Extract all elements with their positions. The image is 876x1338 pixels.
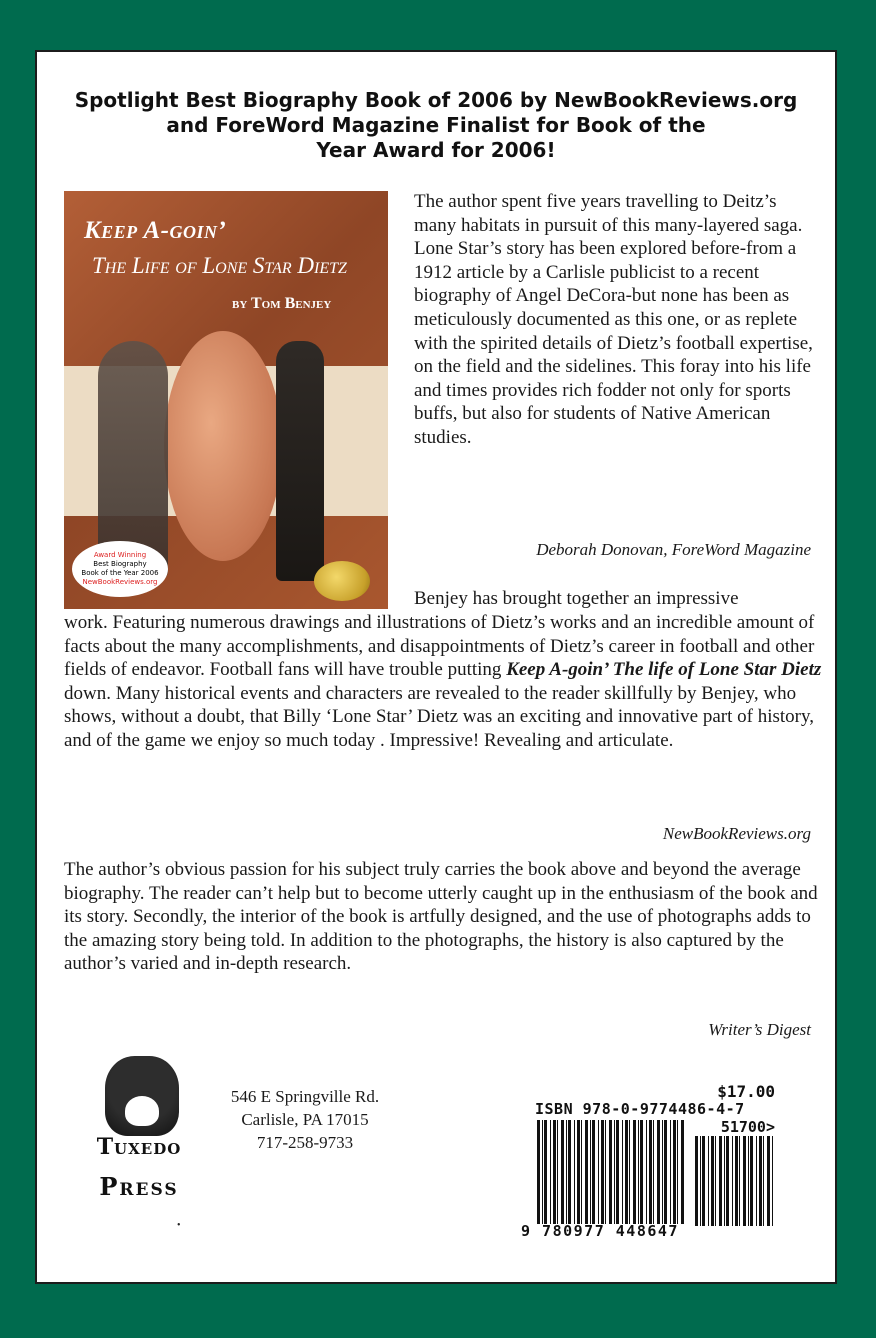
headline-line-1: Spotlight Best Biography Book of 2006 by NewBookReviews.org bbox=[74, 88, 798, 112]
barcode-bar bbox=[646, 1120, 647, 1224]
review-2-text-start: Benjey has brought together an impressive bbox=[414, 588, 739, 609]
review-2-attribution: NewBookReviews.org bbox=[662, 824, 811, 843]
logo-word-top: Tuxedo bbox=[96, 1134, 182, 1160]
barcode-bar bbox=[577, 1120, 580, 1224]
barcode-bar bbox=[732, 1136, 733, 1226]
barcode-bar bbox=[550, 1120, 551, 1224]
barcode-bar bbox=[756, 1136, 757, 1226]
barcode-bar bbox=[670, 1120, 671, 1224]
barcode-digits: 9 780977 448647 bbox=[521, 1222, 679, 1240]
barcode-bar bbox=[592, 1120, 595, 1224]
cover-man-figure bbox=[276, 341, 324, 581]
barcode-bar bbox=[743, 1136, 746, 1226]
phone-number: 717-258-9733 bbox=[256, 1133, 354, 1152]
barcode-bar bbox=[622, 1120, 623, 1224]
addon-code: 51700> bbox=[720, 1118, 775, 1136]
cover-football-illustration bbox=[164, 331, 282, 561]
barcode-bar bbox=[649, 1120, 652, 1224]
barcode-bar bbox=[711, 1136, 714, 1226]
cat-face-icon bbox=[125, 1096, 159, 1126]
award-seal-line-1: Award Winning bbox=[93, 551, 147, 559]
address-line-1: 546 E Springville Rd. bbox=[230, 1087, 380, 1106]
barcode-bar bbox=[708, 1136, 709, 1226]
award-headline bbox=[37, 88, 835, 163]
review-2-text-body: work. Featuring numerous drawings and illustrations of Dietz’s works and an incredible amount of facts about the many accomplishments, and disappointments of Dietz’s career in football and other fields of endeavor. Football fans will have trouble putting bbox=[64, 612, 815, 681]
address-line-2: Carlisle, PA 17015 bbox=[241, 1110, 369, 1129]
barcode-bar bbox=[590, 1120, 591, 1224]
barcode-bar bbox=[657, 1120, 660, 1224]
barcode-bar bbox=[673, 1120, 676, 1224]
barcode-bar bbox=[726, 1136, 729, 1226]
tuxedo-press-logo bbox=[69, 1054, 209, 1214]
review-2-text bbox=[64, 611, 824, 753]
gold-seal-icon bbox=[314, 561, 370, 601]
barcode-bar bbox=[702, 1136, 705, 1226]
barcode-bar bbox=[748, 1136, 749, 1226]
ean-barcode bbox=[537, 1120, 685, 1238]
back-cover-page bbox=[35, 50, 837, 1284]
barcode-bar bbox=[759, 1136, 762, 1226]
addon-barcode bbox=[695, 1136, 775, 1226]
headline-line-2: and ForeWord Magazine Finalist for Book of the bbox=[166, 113, 706, 137]
barcode-bar bbox=[763, 1136, 764, 1226]
barcode-bar bbox=[568, 1120, 571, 1224]
barcode-bar bbox=[640, 1120, 643, 1224]
barcode-bar bbox=[542, 1120, 543, 1224]
isbn-number: ISBN 978-0-9774486-4-7 bbox=[535, 1100, 745, 1118]
barcode-bar bbox=[553, 1120, 556, 1224]
barcode-bar bbox=[724, 1136, 725, 1226]
barcode-bar bbox=[681, 1120, 684, 1224]
barcode-bar bbox=[653, 1120, 654, 1224]
review-2-book-title: Keep A-goin’ The life of Lone Star Dietz bbox=[506, 659, 822, 681]
logo-word-bottom: Press bbox=[99, 1172, 179, 1201]
award-seal-line-3: Book of the Year 2006 bbox=[81, 569, 159, 577]
barcode-bar bbox=[695, 1136, 698, 1226]
barcode-bar bbox=[719, 1136, 722, 1226]
barcode-bar bbox=[601, 1120, 604, 1224]
award-seal-line-2: Best Biography bbox=[93, 560, 147, 568]
cover-title-line-1: Keep A-goin’ bbox=[84, 217, 227, 244]
headline-line-3: Year Award for 2006! bbox=[316, 138, 556, 162]
publisher-address bbox=[215, 1085, 395, 1154]
barcode-bar bbox=[598, 1120, 599, 1224]
cover-author: by Tom Benjey bbox=[232, 295, 332, 312]
barcode-bar bbox=[605, 1120, 606, 1224]
barcode-bar bbox=[739, 1136, 740, 1226]
barcode-bar bbox=[557, 1120, 558, 1224]
award-seal bbox=[72, 541, 168, 597]
barcode-bar bbox=[609, 1120, 612, 1224]
review-1-text: The author spent five years travelling to Deitz’s many habitats in pursuit of this many-layered saga. Lone Star’s story has been explored before-from a 1912 article by a Carlisle publicist to a recent biography of Angel DeCora-but none has been as meticulously documented as this one, or as replete with the spirited details of Dietz’s football expertise, on the field and the sidelines. This foray into his life and times provides rich fodder not only for sports buffs, but also for students of Native American studies. bbox=[414, 191, 813, 448]
barcode-bar bbox=[715, 1136, 716, 1226]
barcode-bar bbox=[677, 1120, 678, 1224]
barcode-bar bbox=[581, 1120, 582, 1224]
barcode-bar bbox=[616, 1120, 619, 1224]
barcode-bar bbox=[735, 1136, 738, 1226]
award-seal-line-4: NewBookReviews.org bbox=[82, 578, 158, 586]
cover-title-line-2: The Life of Lone Star Dietz bbox=[92, 253, 347, 278]
book-cover-image bbox=[64, 191, 388, 609]
barcode-bar bbox=[544, 1120, 547, 1224]
review-2-text-end: down. Many historical events and characters are revealed to the reader skillfully by Benjey, who shows, without a doubt, that Billy ‘Lone Star’ Dietz was an exciting and innovative part of history, and of the game we enjoy so much today . Impressive! Revealing and articulate. bbox=[64, 682, 814, 751]
review-3-attribution: Writer’s Digest bbox=[708, 1020, 811, 1039]
review-1-attribution: Deborah Donovan, ForeWord Magazine bbox=[536, 540, 811, 559]
barcode-bar bbox=[629, 1120, 630, 1224]
barcode-bar bbox=[662, 1120, 663, 1224]
barcode-bar bbox=[537, 1120, 540, 1224]
barcode-bar bbox=[614, 1120, 615, 1224]
stray-mark: • bbox=[177, 1220, 181, 1231]
barcode-bar bbox=[574, 1120, 575, 1224]
barcode-bar bbox=[750, 1136, 753, 1226]
barcode-bar bbox=[566, 1120, 567, 1224]
barcode-bar bbox=[638, 1120, 639, 1224]
barcode-bar bbox=[561, 1120, 564, 1224]
review-3-text: The author’s obvious passion for his subject truly carries the book above and beyond the average biography. The reader can’t help but to become utterly caught up in the enthusiasm of the book and its story. Secondly, the interior of the book is artfully designed, and the use of photographs adds to the amazing story being told. In addition to the photographs, the history is also captured by the author’s varied and in-depth research. bbox=[64, 859, 818, 975]
barcode-bar bbox=[772, 1136, 773, 1226]
barcode-bar bbox=[625, 1120, 628, 1224]
barcode-bar bbox=[633, 1120, 636, 1224]
barcode-bar bbox=[664, 1120, 667, 1224]
barcode-bar bbox=[767, 1136, 770, 1226]
price: $17.00 bbox=[717, 1082, 775, 1101]
barcode-bar bbox=[585, 1120, 588, 1224]
barcode-bar bbox=[700, 1136, 701, 1226]
